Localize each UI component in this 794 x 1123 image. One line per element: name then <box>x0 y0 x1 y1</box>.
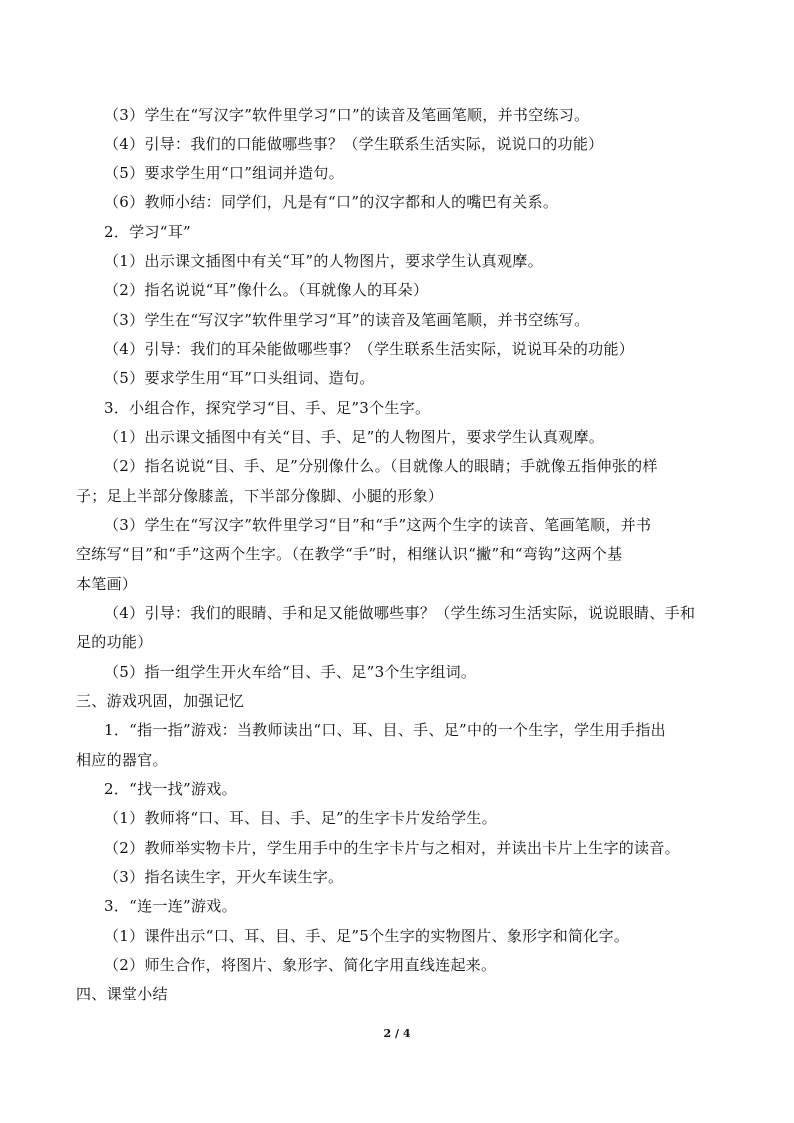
text-line: （5）要求学生用“耳”口头组词、造句。 <box>104 369 375 387</box>
text-line: （1）出示课文插图中有关“耳”的人物图片，要求学生认真观摩。 <box>104 252 543 270</box>
text-line: （5）要求学生用“口”组词并造句。 <box>104 164 344 182</box>
section-heading: 3．小组合作，探究学习“目、手、足”3个生字。 <box>104 399 431 417</box>
text-line: 相应的器官。 <box>76 751 168 769</box>
text-line: （1）出示课文插图中有关“目、手、足”的人物图片，要求学生认真观摩。 <box>104 428 605 446</box>
text-line: 子；足上半部分像膝盖，下半部分像脚、小腿的形象） <box>76 487 444 505</box>
text-line: （3）学生在“写汉字”软件里学习“目”和“手”这两个生字的读音、笔画笔顺，并书 <box>104 516 652 534</box>
text-line: （4）引导：我们的耳朵能做哪些事？（学生联系生活实际，说说耳朵的功能） <box>104 340 635 358</box>
text-line: （2）教师举实物卡片，学生用手中的生字卡片与之相对，并读出卡片上生字的读音。 <box>104 839 680 857</box>
text-line: （3）学生在“写汉字”软件里学习“耳”的读音及笔画笔顺，并书空练写。 <box>104 311 590 329</box>
text-line: （6）教师小结：同学们，凡是有“口”的汉字都和人的嘴巴有关系。 <box>104 193 559 211</box>
section-title: 四、课堂小结 <box>76 985 168 1003</box>
text-line: （4）引导：我们的口能做哪些事？（学生联系生活实际，说说口的功能） <box>104 135 604 153</box>
text-line: （3）指名读生字，开火车读生字。 <box>104 868 344 886</box>
text-line: 空练写“目”和“手”这两个生字。（在教学“手”时，相继认识“撇”和“弯钩”这两个基 <box>76 545 623 563</box>
section-heading: 2．“找一找”游戏。 <box>104 780 237 798</box>
section-heading: 3．“连一连”游戏。 <box>104 897 237 915</box>
text-line: （2）指名说说“耳”像什么。（耳就像人的耳朵） <box>104 281 429 299</box>
text-line: （1）教师将“口、耳、目、手、足”的生字卡片发给学生。 <box>104 809 497 827</box>
page-number: 2 / 4 <box>383 1027 411 1040</box>
text-line: （5）指一组学生开火车给“目、手、足”3个生字组词。 <box>104 663 477 681</box>
section-heading: 2．学习“耳” <box>104 223 191 241</box>
text-line: 本笔画） <box>76 575 138 593</box>
section-title: 三、游戏巩固，加强记忆 <box>76 692 245 710</box>
text-line: （3）学生在“写汉字”软件里学习“口”的读音及笔画笔顺，并书空练习。 <box>104 106 590 124</box>
text-line: （4）引导：我们的眼睛、手和足又能做哪些事？（学生练习生活实际，说说眼睛、手和 <box>104 604 696 622</box>
text-line: 1．“指一指”游戏：当教师读出“口、耳、目、手、足”中的一个生字，学生用手指出 <box>104 721 666 739</box>
text-line: 足的功能） <box>76 633 153 651</box>
text-line: （2）师生合作，将图片、象形字、简化字用直线连起来。 <box>104 956 497 974</box>
text-line: （1）课件出示“口、耳、目、手、足”5个生字的实物图片、象形字和简化字。 <box>104 927 630 945</box>
text-line: （2）指名说说“目、手、足”分别像什么。（目就像人的眼睛；手就像五指伸张的样 <box>104 457 658 475</box>
